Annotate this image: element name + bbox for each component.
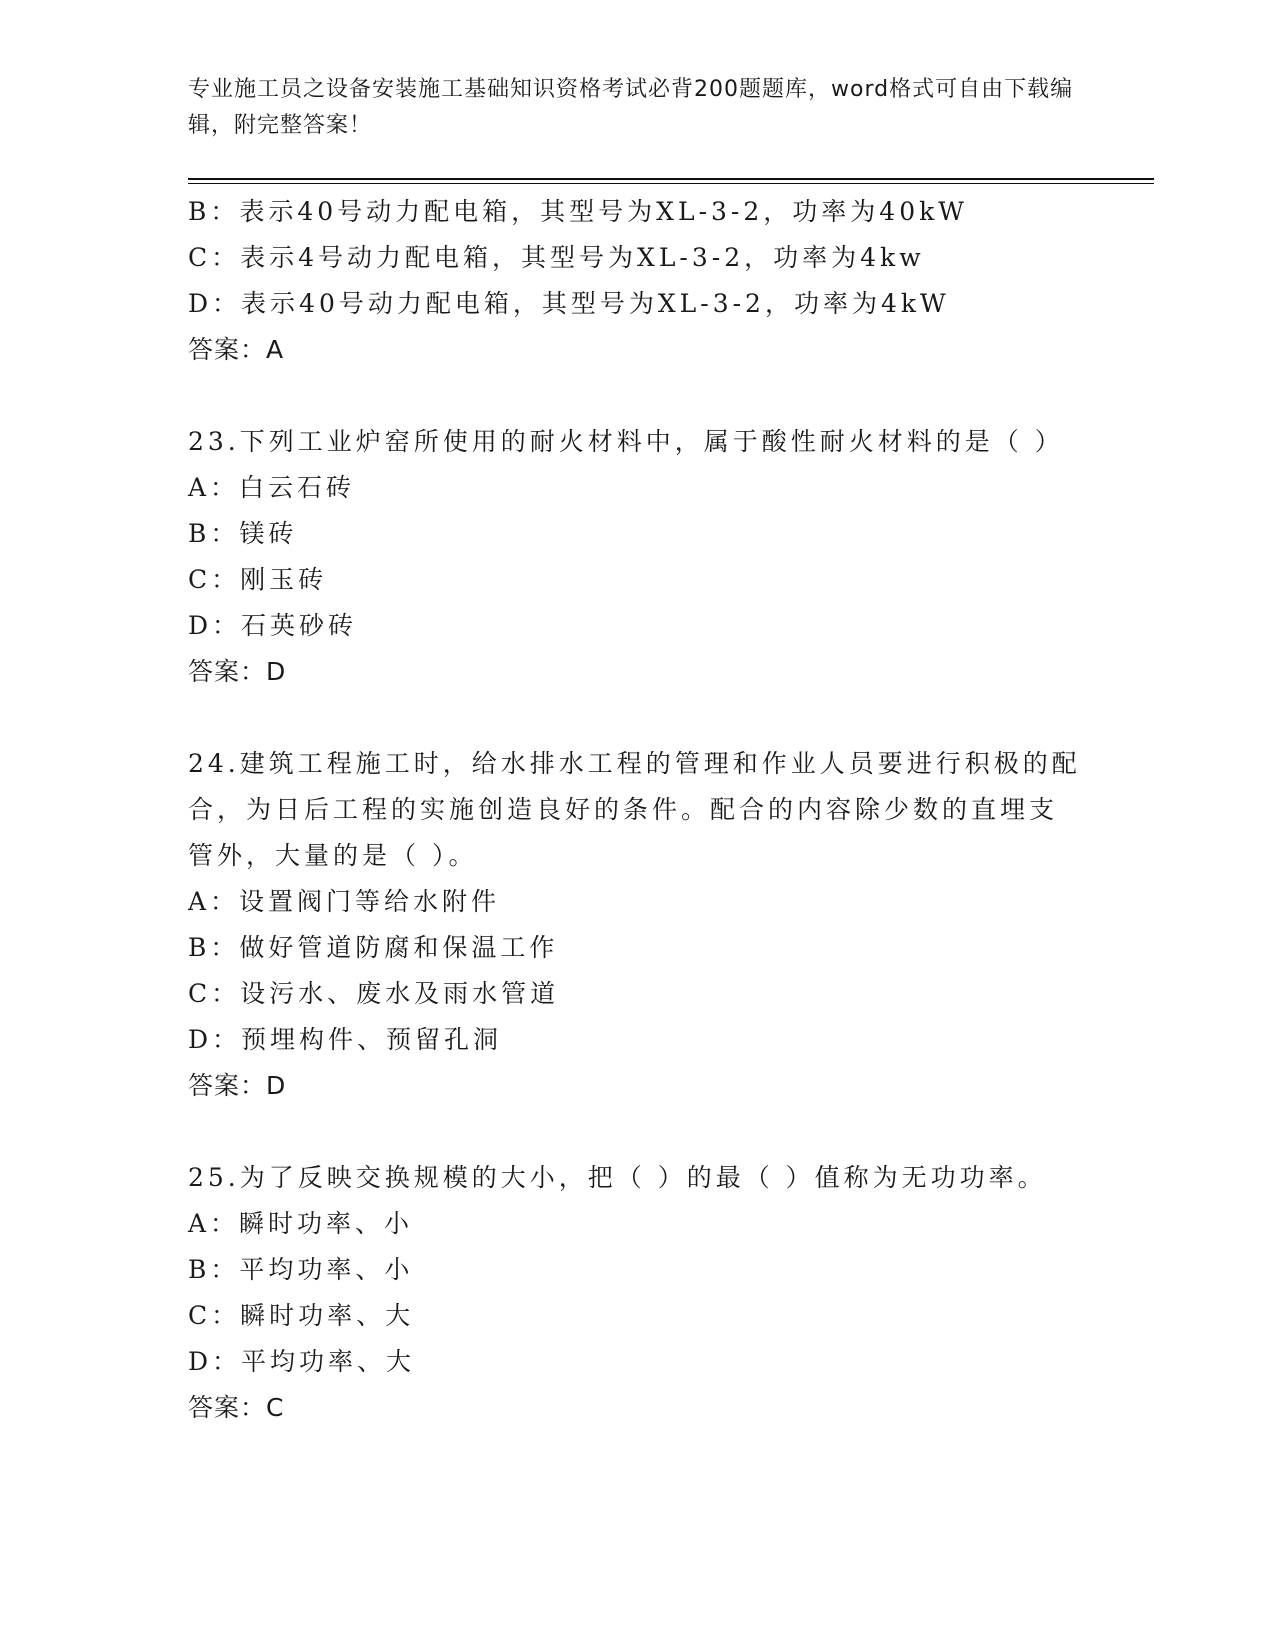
answer-line: 答案：C (188, 1393, 285, 1422)
option-c: C：刚玉砖 (188, 565, 328, 594)
option-a: A：设置阀门等给水附件 (188, 887, 501, 916)
question-stem: 23.下列工业炉窑所使用的耐火材料中，属于酸性耐火材料的是（ ） (188, 427, 1064, 456)
answer-line: 答案：D (188, 657, 287, 686)
spacer (188, 373, 1088, 419)
option-c: C：瞬时功率、大 (188, 1301, 415, 1330)
document-header: 专业施工员之设备安装施工基础知识资格考试必背200题题库，word格式可自由下载编辑，附完整答案！ (188, 77, 1074, 138)
question-content (188, 189, 1088, 1431)
option-b: B：做好管道防腐和保温工作 (188, 933, 559, 962)
option-d: D：预埋构件、预留孔洞 (188, 1025, 503, 1054)
option-d: D：表示40号动力配电箱，其型号为XL-3-2，功率为4kW (188, 289, 950, 318)
option-a: A：瞬时功率、小 (188, 1209, 414, 1238)
option-b: B：平均功率、小 (188, 1255, 414, 1284)
question-stem-line: 24.建筑工程施工时，给水排水工程的管理和作业人员要进行积极的配 (188, 749, 1081, 778)
option-a: A：白云石砖 (188, 473, 356, 502)
question-22 (188, 189, 1088, 373)
answer-line: 答案：A (188, 335, 285, 364)
question-stem-line: 合，为日后工程的实施创造良好的条件。配合的内容除少数的直埋支 (188, 795, 1059, 824)
header-rule-thin (188, 183, 1154, 184)
option-d: D：平均功率、大 (188, 1347, 416, 1376)
option-d: D：石英砂砖 (188, 611, 358, 640)
option-b: B：镁砖 (188, 519, 298, 548)
question-stem: 25.为了反映交换规模的大小，把（ ）的最（ ）值称为无功功率。 (188, 1163, 1047, 1192)
question-24 (188, 741, 1088, 1109)
spacer (188, 695, 1088, 741)
question-25 (188, 1155, 1088, 1431)
option-c: C：表示4号动力配电箱，其型号为XL-3-2，功率为4kw (188, 243, 925, 272)
header-rule-thick (188, 178, 1154, 180)
question-stem-line: 管外，大量的是（ ）。 (188, 841, 478, 870)
option-b: B：表示40号动力配电箱，其型号为XL-3-2，功率为40kW (188, 197, 968, 226)
spacer (188, 1109, 1088, 1155)
question-23 (188, 419, 1088, 695)
answer-line: 答案：D (188, 1071, 287, 1100)
option-c: C：设污水、废水及雨水管道 (188, 979, 560, 1008)
